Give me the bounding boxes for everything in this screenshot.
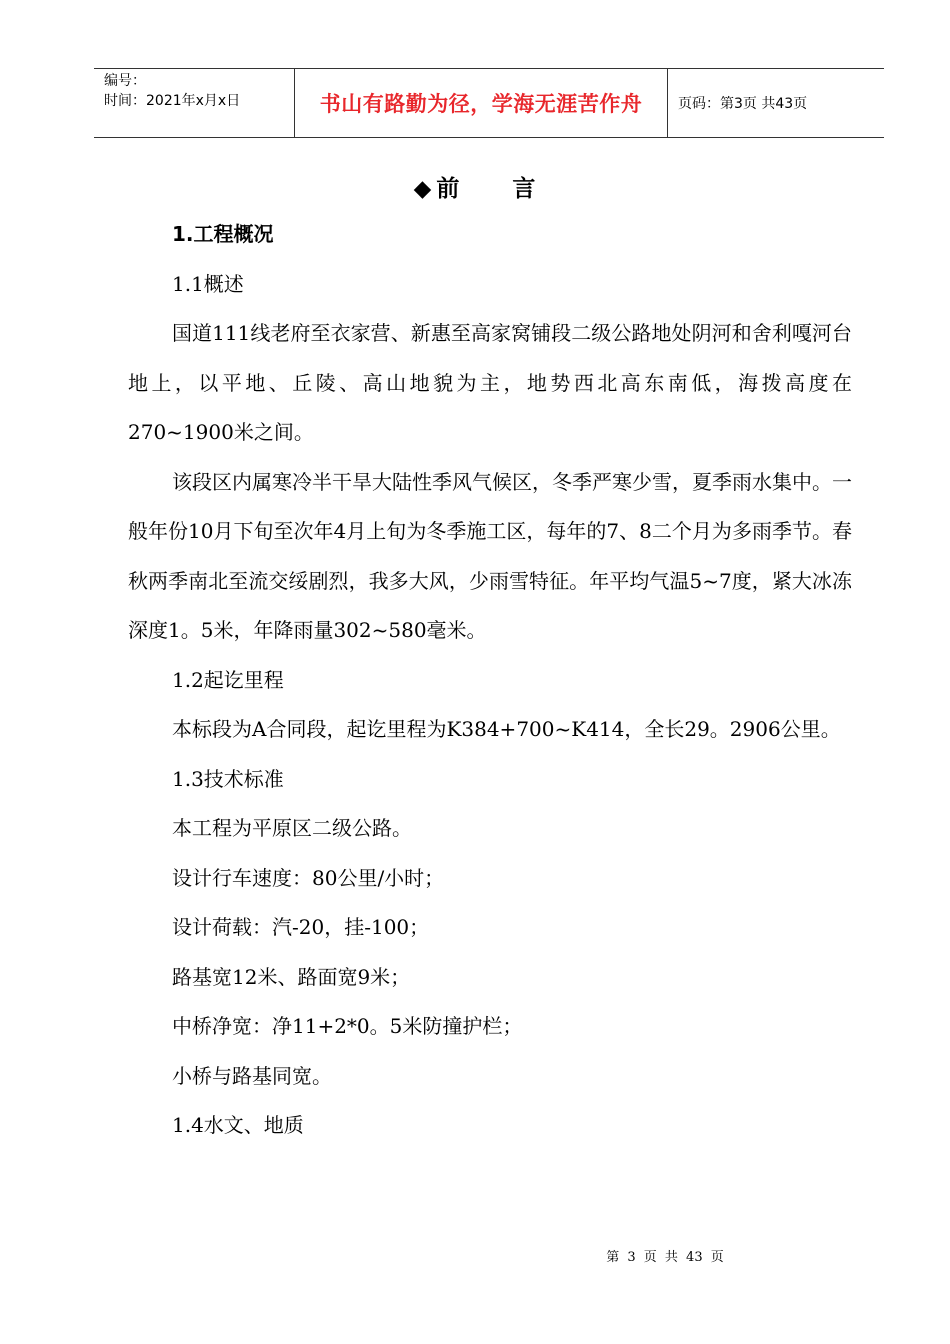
body-paragraph: 本工程为平原区二级公路。 (172, 816, 412, 840)
page-footer (0, 1246, 950, 1265)
header-page-info: 页码：第3页 共43页 (678, 96, 808, 112)
subsection-heading: 1.2起讫里程 (172, 667, 284, 692)
body-paragraph: 中桥净宽：净11+2*0。5米防撞护栏； (172, 1014, 523, 1038)
document-body (128, 210, 852, 1151)
subsection-heading: 1.4水文、地质 (172, 1113, 304, 1137)
title-part-1: 前 (436, 176, 461, 202)
subsection-heading: 1.3技术标准 (172, 766, 284, 791)
document-time-label: 时间：2021年x月x日 (104, 93, 241, 109)
section-heading: 1.工程概况 (172, 222, 274, 246)
title-part-2: 言 (512, 176, 537, 202)
header-motto: 书山有路勤为径，学海无涯苦作舟 (295, 69, 668, 137)
body-paragraph: 路基宽12米、路面宽9米； (172, 964, 411, 989)
body-paragraph: 小桥与路基同宽。 (172, 1063, 332, 1088)
subsection-heading: 1.1概述 (172, 271, 244, 296)
page-header (94, 68, 884, 138)
header-meta-cell (94, 69, 295, 137)
body-paragraph: 设计行车速度：80公里/小时； (172, 865, 445, 890)
body-paragraph: 国道111线老府至衣家营、新惠至高家窝铺段二级公路地处阴河和舍利嘎河台地上，以平地、丘陵、高山地貌为主，地势西北高东南低，海拨高度在270~1900米之间。 (128, 321, 852, 444)
document-number-label: 编号： (104, 73, 146, 89)
body-paragraph: 该段区内属寒冷半干旱大陆性季风气候区，冬季严寒少雪，夏季雨水集中。一般年份10月下旬至次年4月上旬为冬季施工区，每年的7、8二个月为多雨季节。春秋两季南北至流交绥剧烈，我多大风，少雨雪特征。年平均气温5~7度，紧大冰冻深度1。5米，年降雨量302~580毫米。 (128, 469, 852, 642)
body-paragraph: 本标段为A合同段，起讫里程为K384+700~K414，全长29。2906公里。 (172, 717, 841, 741)
footer-page-number: 第 3 页 共 43 页 (606, 1250, 724, 1265)
body-paragraph: 设计荷载：汽-20，挂-100； (172, 915, 430, 939)
diamond-icon: ◆ (413, 176, 433, 202)
page-title (0, 170, 950, 203)
